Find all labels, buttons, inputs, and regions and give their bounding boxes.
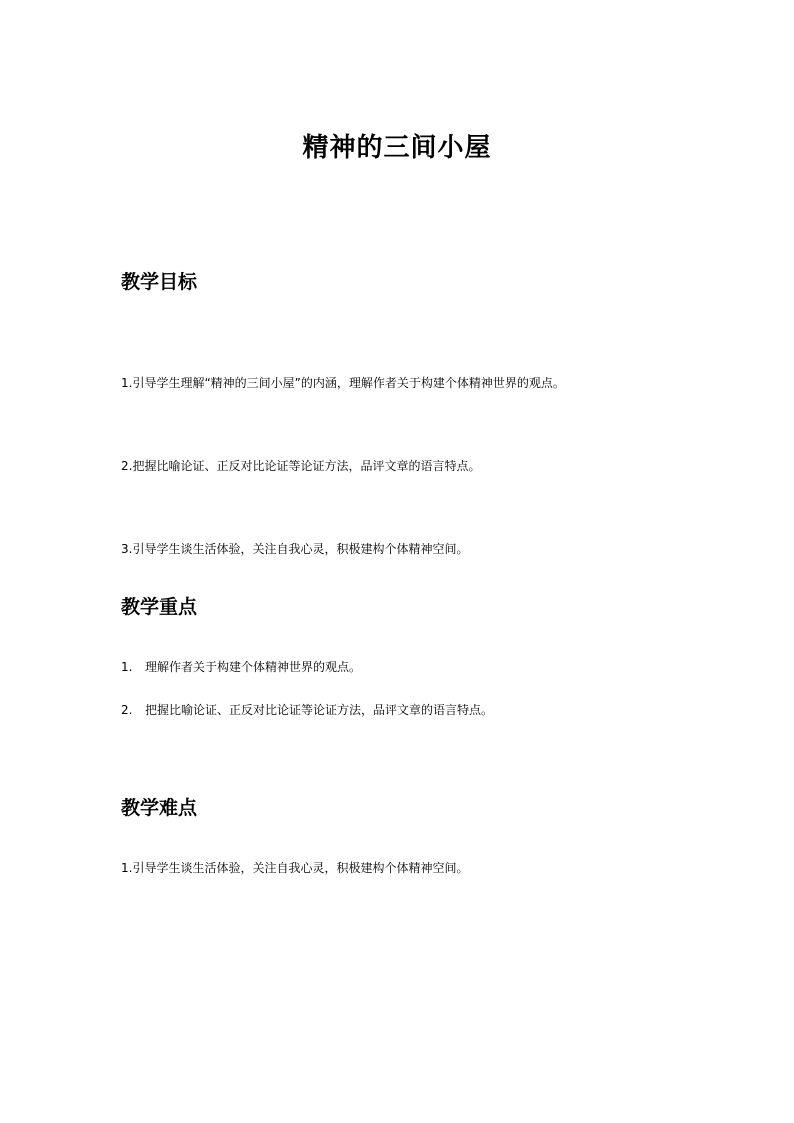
objective-item-1: 1.引导学生理解“精神的三间小屋”的内涵，理解作者关于构建个体精神世界的观点。 <box>121 376 565 390</box>
key-point-number: 1. <box>121 660 133 674</box>
key-point-text: 把握比喻论证、正反对比论证等论证方法，品评文章的语言特点。 <box>145 703 494 717</box>
key-points-heading: 教学重点 <box>121 596 198 618</box>
key-point-text: 理解作者关于构建个体精神世界的观点。 <box>145 660 362 674</box>
difficulties-heading: 教学难点 <box>121 797 198 819</box>
key-point-number: 2. <box>121 703 133 717</box>
objective-item-2: 2.把握比喻论证、正反对比论证等论证方法，品评文章的语言特点。 <box>121 459 481 473</box>
key-point-item-1 <box>121 658 361 676</box>
objective-item-3: 3.引导学生谈生活体验，关注自我心灵，积极建构个体精神空间。 <box>121 542 469 556</box>
objectives-heading: 教学目标 <box>121 271 198 293</box>
page-title: 精神的三间小屋 <box>302 133 492 163</box>
difficulty-item-1: 1.引导学生谈生活体验，关注自我心灵，积极建构个体精神空间。 <box>121 861 469 875</box>
key-point-item-2 <box>121 701 493 719</box>
